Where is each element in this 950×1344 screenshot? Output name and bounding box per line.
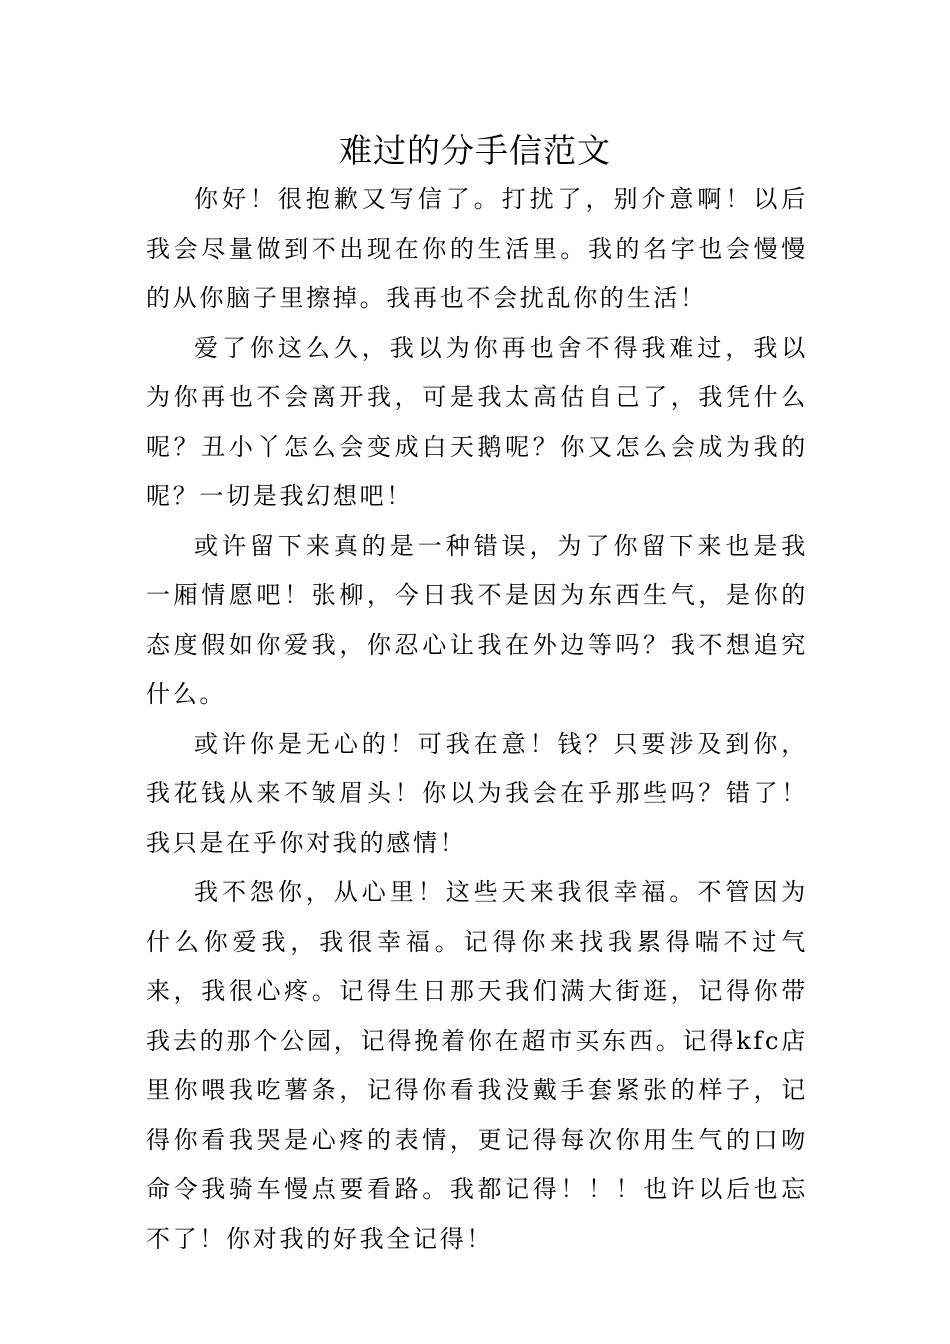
paragraph-1: 你好！很抱歉又写信了。打扰了，别介意啊！以后我会尽量做到不出现在你的生活里。我的名字也会慢慢的从你脑子里擦掉。我再也不会扰乱你的生活！ [146,185,808,312]
document-body [146,175,808,1264]
paragraph-5: 我不怨你，从心里！这些天来我很幸福。不管因为什么你爱我，我很幸福。记得你来找我累得喘不过气来，我很心疼。记得生日那天我们满大街逛，记得你带我去的那个公园，记得挽着你在超市买东西。记得kfc店里你喂我吃薯条，记得你看我没戴手套紧张的样子，记得你看我哭是心疼的表情，更记得每次你用生气的口吻命令我骑车慢点要看路。我都记得！！！也许以后也忘不了！你对我的好我全记得！ [146,878,808,1253]
paragraph-2: 爱了你这么久，我以为你再也舍不得我难过，我以为你再也不会离开我，可是我太高估自己了，我凭什么呢？丑小丫怎么会变成白天鹅呢？你又怎么会成为我的呢？一切是我幻想吧！ [146,333,808,510]
paragraph-3: 或许留下来真的是一种错误，为了你留下来也是我一厢情愿吧！张柳，今日我不是因为东西生气，是你的态度假如你爱我，你忍心让我在外边等吗？我不想追究什么。 [146,531,808,708]
paragraph-4: 或许你是无心的！可我在意！钱？只要涉及到你，我花钱从来不皱眉头！你以为我会在乎那些吗？错了！我只是在乎你对我的感情！ [146,729,808,857]
document-title: 难过的分手信范文 [339,131,611,170]
